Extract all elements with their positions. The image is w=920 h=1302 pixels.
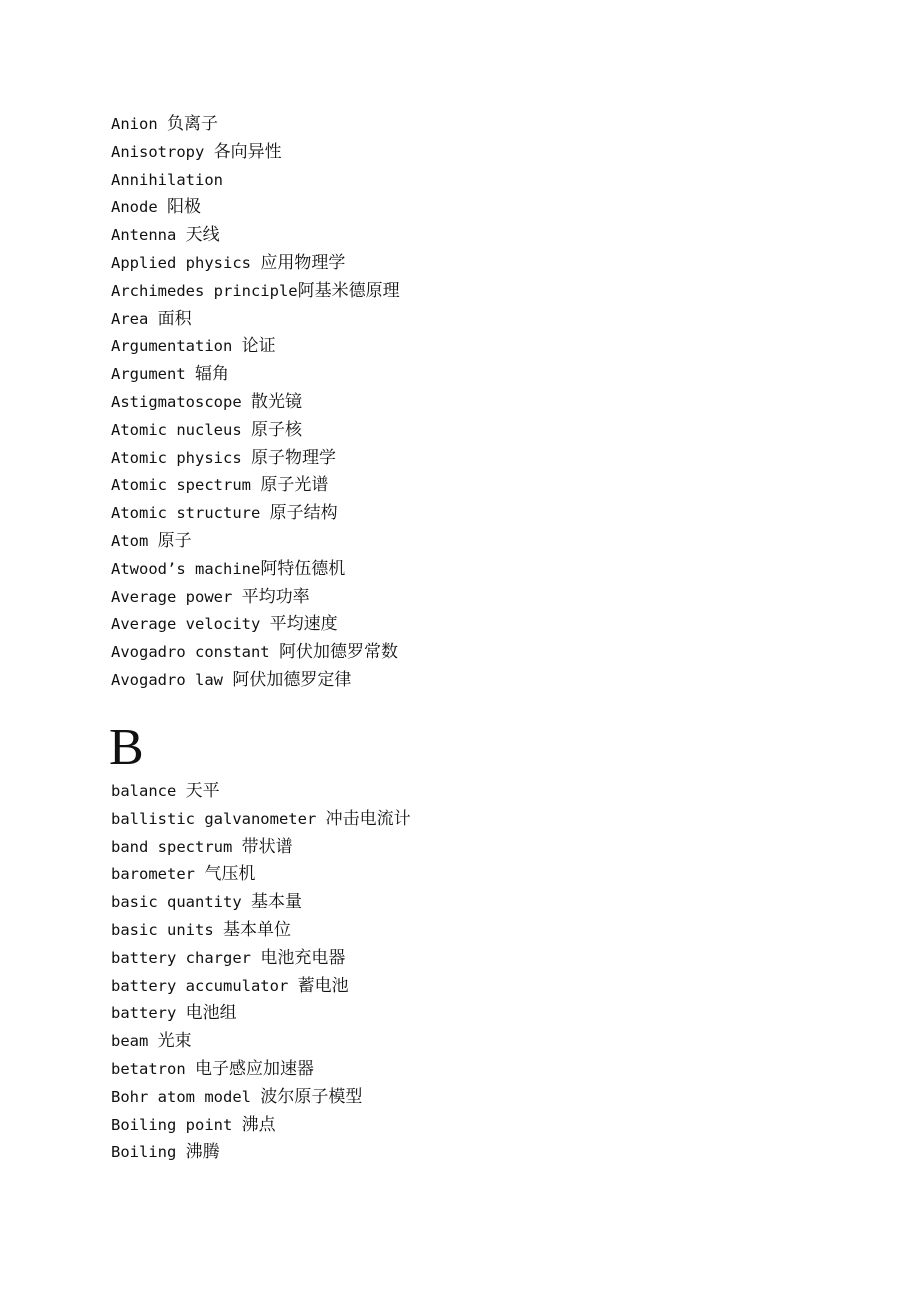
term-en: basic quantity [111,893,242,912]
term-en: Argumentation [111,337,233,356]
glossary-entry [111,945,411,973]
term-zh: 阳极 [167,197,202,218]
term-en: Bohr atom model [111,1087,251,1106]
term-en: Anode [111,198,158,217]
term-zh: 各向异性 [213,141,282,162]
section-letter-heading: B [109,719,144,776]
glossary-entry [111,111,400,139]
term-en: Archimedes principle [111,281,298,300]
glossary-entry [111,472,400,500]
term-zh: 电池充电器 [260,947,346,968]
glossary-entry [111,639,400,667]
term-zh: 基本量 [251,892,302,913]
glossary-entry [111,333,400,361]
term-zh: 论证 [241,336,276,357]
term-en: Applied physics [111,253,251,272]
term-en: Anion [111,115,158,133]
term-en: Annihilation [111,170,223,189]
term-zh: 负离子 [167,114,219,134]
term-zh: 原子光谱 [260,475,329,496]
term-en: Atwood’s machine [111,559,261,578]
glossary-entry [111,806,411,834]
term-zh: 基本单位 [223,919,291,940]
term-en: Average velocity [111,615,261,634]
term-zh: 气压机 [204,864,256,885]
term-zh: 电池组 [185,1003,237,1024]
glossary-entry [111,917,411,945]
term-zh: 沸点 [241,1114,276,1135]
term-en: Boiling point [111,1115,233,1134]
glossary-entry [111,389,400,417]
term-en: band spectrum [111,837,233,856]
term-zh: 原子 [157,530,192,551]
term-zh: 天平 [185,781,220,801]
term-en: Area [111,309,149,328]
term-en: beam [111,1032,149,1051]
glossary-entry [111,1000,411,1028]
term-zh: 原子物理学 [251,447,336,468]
glossary-entry [111,611,400,639]
term-en: Argument [111,365,186,384]
glossary-entry [111,194,400,222]
glossary-entry [111,556,400,584]
glossary-entry [111,1084,411,1112]
glossary-entry [111,889,411,917]
term-zh: 蓄电池 [297,975,349,996]
term-zh: 阿伏加德罗定律 [232,669,352,690]
term-zh: 散光镜 [251,391,302,412]
term-zh: 波尔原子模型 [260,1086,363,1107]
term-en: Atomic nucleus [111,420,242,439]
glossary-entry [111,834,411,862]
term-en: barometer [111,865,195,884]
term-zh: 辐角 [195,364,229,385]
term-en: Antenna [111,226,177,245]
glossary-entry [111,1028,411,1056]
glossary-entry [111,222,400,250]
term-en: Average power [111,587,233,606]
term-en: Atomic structure [111,504,261,523]
glossary-entry [111,528,400,556]
glossary-entry [111,973,411,1001]
term-en: Avogadro constant [111,643,270,662]
term-zh: 平均功率 [241,586,310,607]
term-zh: 电子感应加速器 [195,1058,314,1079]
section-b [111,720,411,1167]
glossary-entry [111,278,400,306]
term-en: battery charger [111,948,251,967]
term-en: Anisotropy [111,142,205,161]
glossary-entry [111,500,400,528]
term-en: Atomic spectrum [111,476,251,495]
term-en: battery [111,1004,177,1023]
term-en: basic units [111,920,214,939]
glossary-entry [111,306,400,334]
term-en: Astigmatoscope [111,392,242,411]
glossary-entry [111,445,400,473]
glossary-entry [111,667,400,695]
term-zh: 原子结构 [269,503,338,524]
term-en: Atom [111,531,149,550]
term-zh: 原子核 [251,419,302,440]
term-zh: 冲击电流计 [325,808,411,829]
glossary-entry [111,861,411,889]
glossary-entry [111,1112,411,1140]
glossary-entry [111,361,400,389]
glossary-entry [111,584,400,612]
glossary-entry [111,417,400,445]
term-zh: 平均速度 [269,614,338,635]
glossary-entry [111,778,411,806]
glossary-entry [111,139,400,167]
term-en: ballistic galvanometer [111,809,317,828]
term-en: balance [111,782,177,800]
section-a [111,111,400,695]
glossary-entry [111,1056,411,1084]
term-zh: 阿伏加德罗常数 [278,642,398,663]
term-en: Atomic physics [111,448,242,467]
term-en: Avogadro law [111,670,223,689]
term-zh: 沸腾 [185,1142,220,1163]
term-zh: 天线 [185,225,220,246]
term-zh: 面积 [157,308,192,329]
term-en: battery accumulator [111,976,289,995]
glossary-entry [111,250,400,278]
glossary-entry [111,1139,411,1167]
term-zh: 阿特伍德机 [260,558,346,579]
term-zh: 带状谱 [241,836,293,857]
term-en: betatron [111,1059,186,1078]
term-zh: 阿基米德原理 [297,280,400,301]
glossary-entry [111,167,400,195]
term-en: Boiling [111,1143,177,1162]
term-zh: 光束 [157,1031,192,1052]
term-zh: 应用物理学 [260,252,346,273]
